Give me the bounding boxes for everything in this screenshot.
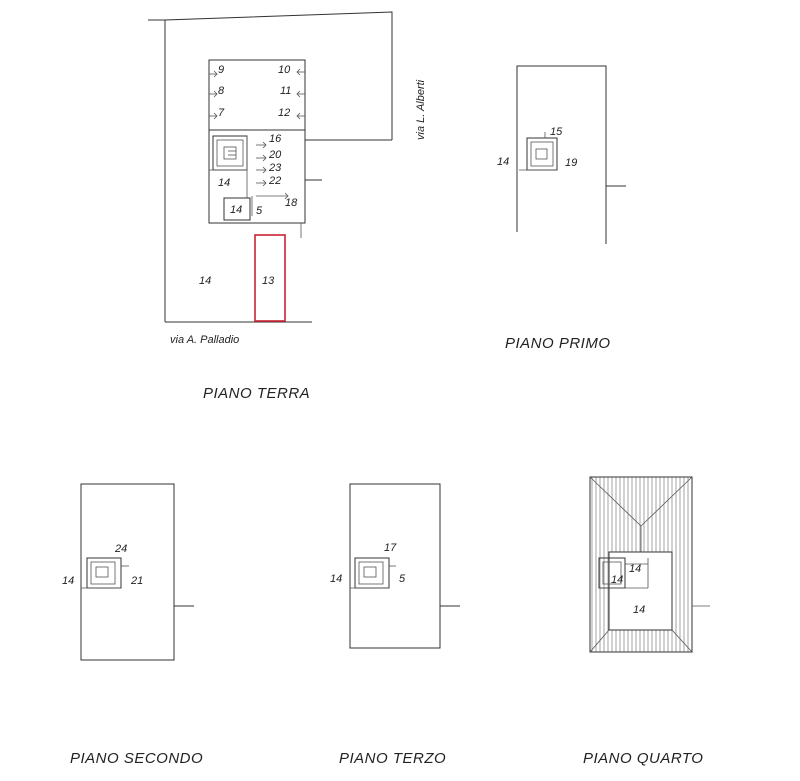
terzo-unit-14: 14 — [330, 573, 343, 585]
floor-title-quarto: PIANO QUARTO — [583, 750, 704, 767]
unit-9: 9 — [218, 64, 225, 76]
unit-8: 8 — [218, 85, 225, 97]
terzo-unit-17: 17 — [384, 542, 397, 554]
piano-quarto-plan — [583, 477, 710, 767]
unit-12: 12 — [278, 107, 291, 119]
unit-5: 5 — [256, 205, 263, 217]
unit-14-ground: 14 — [218, 177, 231, 189]
unit-13: 13 — [262, 275, 275, 287]
piano-terra-plan — [148, 12, 427, 402]
quarto-unit-14-b: 14 — [611, 574, 624, 586]
unit-23: 23 — [269, 162, 282, 174]
piano-secondo-plan — [62, 484, 203, 767]
unit-7: 7 — [218, 107, 225, 119]
unit-22: 22 — [269, 175, 282, 187]
secondo-unit-14: 14 — [62, 575, 75, 587]
street-label-alberti: via L. Alberti — [415, 79, 427, 140]
quarto-unit-14-c: 14 — [633, 604, 646, 616]
unit-18: 18 — [285, 197, 298, 209]
unit-14-small: 14 — [230, 204, 243, 216]
primo-unit-19: 19 — [565, 157, 578, 169]
floor-title-terzo: PIANO TERZO — [339, 750, 447, 767]
floor-title-secondo: PIANO SECONDO — [70, 750, 204, 767]
primo-unit-15: 15 — [550, 126, 563, 138]
floor-title-terra: PIANO TERRA — [203, 385, 311, 402]
secondo-unit-24: 24 — [115, 543, 128, 555]
primo-unit-14: 14 — [497, 156, 510, 168]
quarto-unit-14-a: 14 — [629, 563, 642, 575]
unit-10: 10 — [278, 64, 291, 76]
terzo-unit-5: 5 — [399, 573, 406, 585]
street-label-palladio: via A. Palladio — [170, 334, 240, 346]
secondo-unit-21: 21 — [131, 575, 144, 587]
unit-20: 20 — [269, 149, 282, 161]
stair-core — [213, 136, 247, 170]
floor-title-primo: PIANO PRIMO — [505, 335, 611, 352]
unit-14-yard: 14 — [199, 275, 212, 287]
unit-16: 16 — [269, 133, 282, 145]
piano-primo-plan — [497, 66, 626, 352]
piano-terzo-plan — [330, 484, 460, 767]
unit-11: 11 — [280, 85, 292, 97]
secondo-outline — [81, 484, 174, 660]
primo-outline — [517, 66, 606, 244]
